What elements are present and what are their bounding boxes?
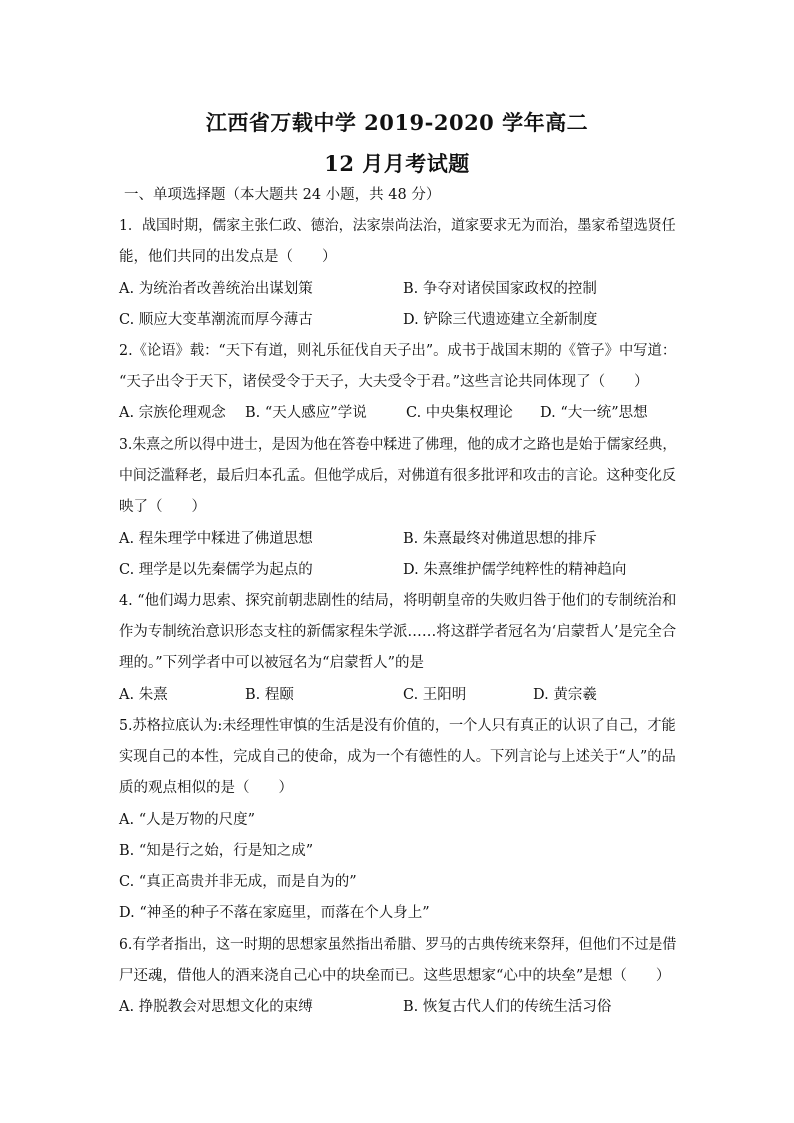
question-3-option-d: D. 朱熹维护儒学纯粹性的精神趋向 [403,562,627,578]
question-6-option-a: A. 挣脱教会对思想文化的束缚 [119,999,313,1015]
question-4-option-a: A. 朱熹 [119,687,168,703]
question-3-option-c: C. 理学是以先秦儒学为起点的 [119,562,313,578]
question-5-option-c: C. “真正高贵并非无成，而是自为的” [119,874,357,890]
question-6-option-b: B. 恢复古代人们的传统生活习俗 [403,999,612,1015]
question-2-option-a: A. 宗族伦理观念 [119,405,226,421]
question-1-line-1: 1．战国时期，儒家主张仁政、德治，法家崇尚法治，道家要求无为而治，墨家希望选贤任 [119,218,676,234]
question-1-option-a: A. 为统治者改善统治出谋划策 [119,281,313,297]
section-header: 一、单项选择题（本大题共 24 小题，共 48 分） [124,187,441,203]
question-3-option-b: B. 朱熹最终对佛道思想的排斥 [403,531,597,547]
exam-title-line2: 12 月月考试题 [324,151,470,176]
question-4-option-c: C. 王阳明 [403,687,467,703]
question-2-option-d: D. “大一统”思想 [540,405,648,421]
question-3-line-1: 3.朱熹之所以得中进士，是因为他在答卷中糅进了佛理，他的成才之路也是始于儒家经典， [119,437,677,453]
question-5-line-3: 质的观点相似的是（ ） [119,780,293,796]
question-5-option-d: D. “神圣的种子不落在家庭里，而落在个人身上” [119,905,430,921]
question-1-option-d: D. 铲除三代遗迹建立全新制度 [403,312,598,328]
exam-title-line1: 江西省万载中学 2019-2020 学年高二 [205,110,589,135]
question-6-line-2: 尸还魂，借他人的酒来浇自己心中的块垒而已。这些思想家“心中的块垒”是想（ ） [119,968,671,984]
question-4-line-3: 理的。”下列学者中可以被冠名为“启蒙哲人”的是 [119,655,424,671]
question-5-line-2: 实现自己的本性，完成自己的使命，成为一个有德性的人。下列言论与上述关于“人”的品 [119,749,676,765]
question-6-line-1: 6.有学者指出，这一时期的思想家虽然指出希腊、罗马的古典传统来祭拜，但他们不过是借 [119,937,677,953]
question-2-line-2: “天子出令于天下，诸侯受令于天子，大夫受令于君。”这些言论共同体现了（ ） [119,374,649,390]
question-4-option-d: D. 黄宗羲 [533,687,597,703]
question-2-option-b: B. “天人感应”学说 [245,405,367,421]
question-2-line-1: 2.《论语》载：“天下有道，则礼乐征伐自天子出”。成书于战国末期的《管子》中写道： [119,343,677,359]
question-3-line-3: 映了（ ） [119,499,206,515]
question-5-option-b: B. “知是行之始，行是知之成” [119,843,314,859]
question-3-line-2: 中间泛滥释老，最后归本孔孟。但他学成后，对佛道有很多批评和攻击的言论。这种变化反 [119,468,676,484]
question-2-option-c: C. 中央集权理论 [406,405,513,421]
question-5-option-a: A. “人是万物的尺度” [119,812,256,828]
question-1-option-b: B. 争夺对诸侯国家政权的控制 [403,281,597,297]
question-4-line-2: 作为专制统治意识形态支柱的新儒家程朱学派……将这群学者冠名为‘启蒙哲人’是完全合 [119,624,677,640]
question-1-option-c: C. 顺应大变革潮流而厚今薄古 [119,312,313,328]
question-4-option-b: B. 程颐 [245,687,294,703]
question-4-line-1: 4. “他们竭力思索、探究前朝悲剧性的结局，将明朝皇帝的失败归咎于他们的专制统治和 [119,593,677,609]
question-5-line-1: 5.苏格拉底认为:未经理性审慎的生活是没有价值的，一个人只有真正的认识了自己，才能 [119,718,676,734]
question-1-line-2: 能，他们共同的出发点是（ ） [119,249,337,265]
question-3-option-a: A. 程朱理学中糅进了佛道思想 [119,531,313,547]
